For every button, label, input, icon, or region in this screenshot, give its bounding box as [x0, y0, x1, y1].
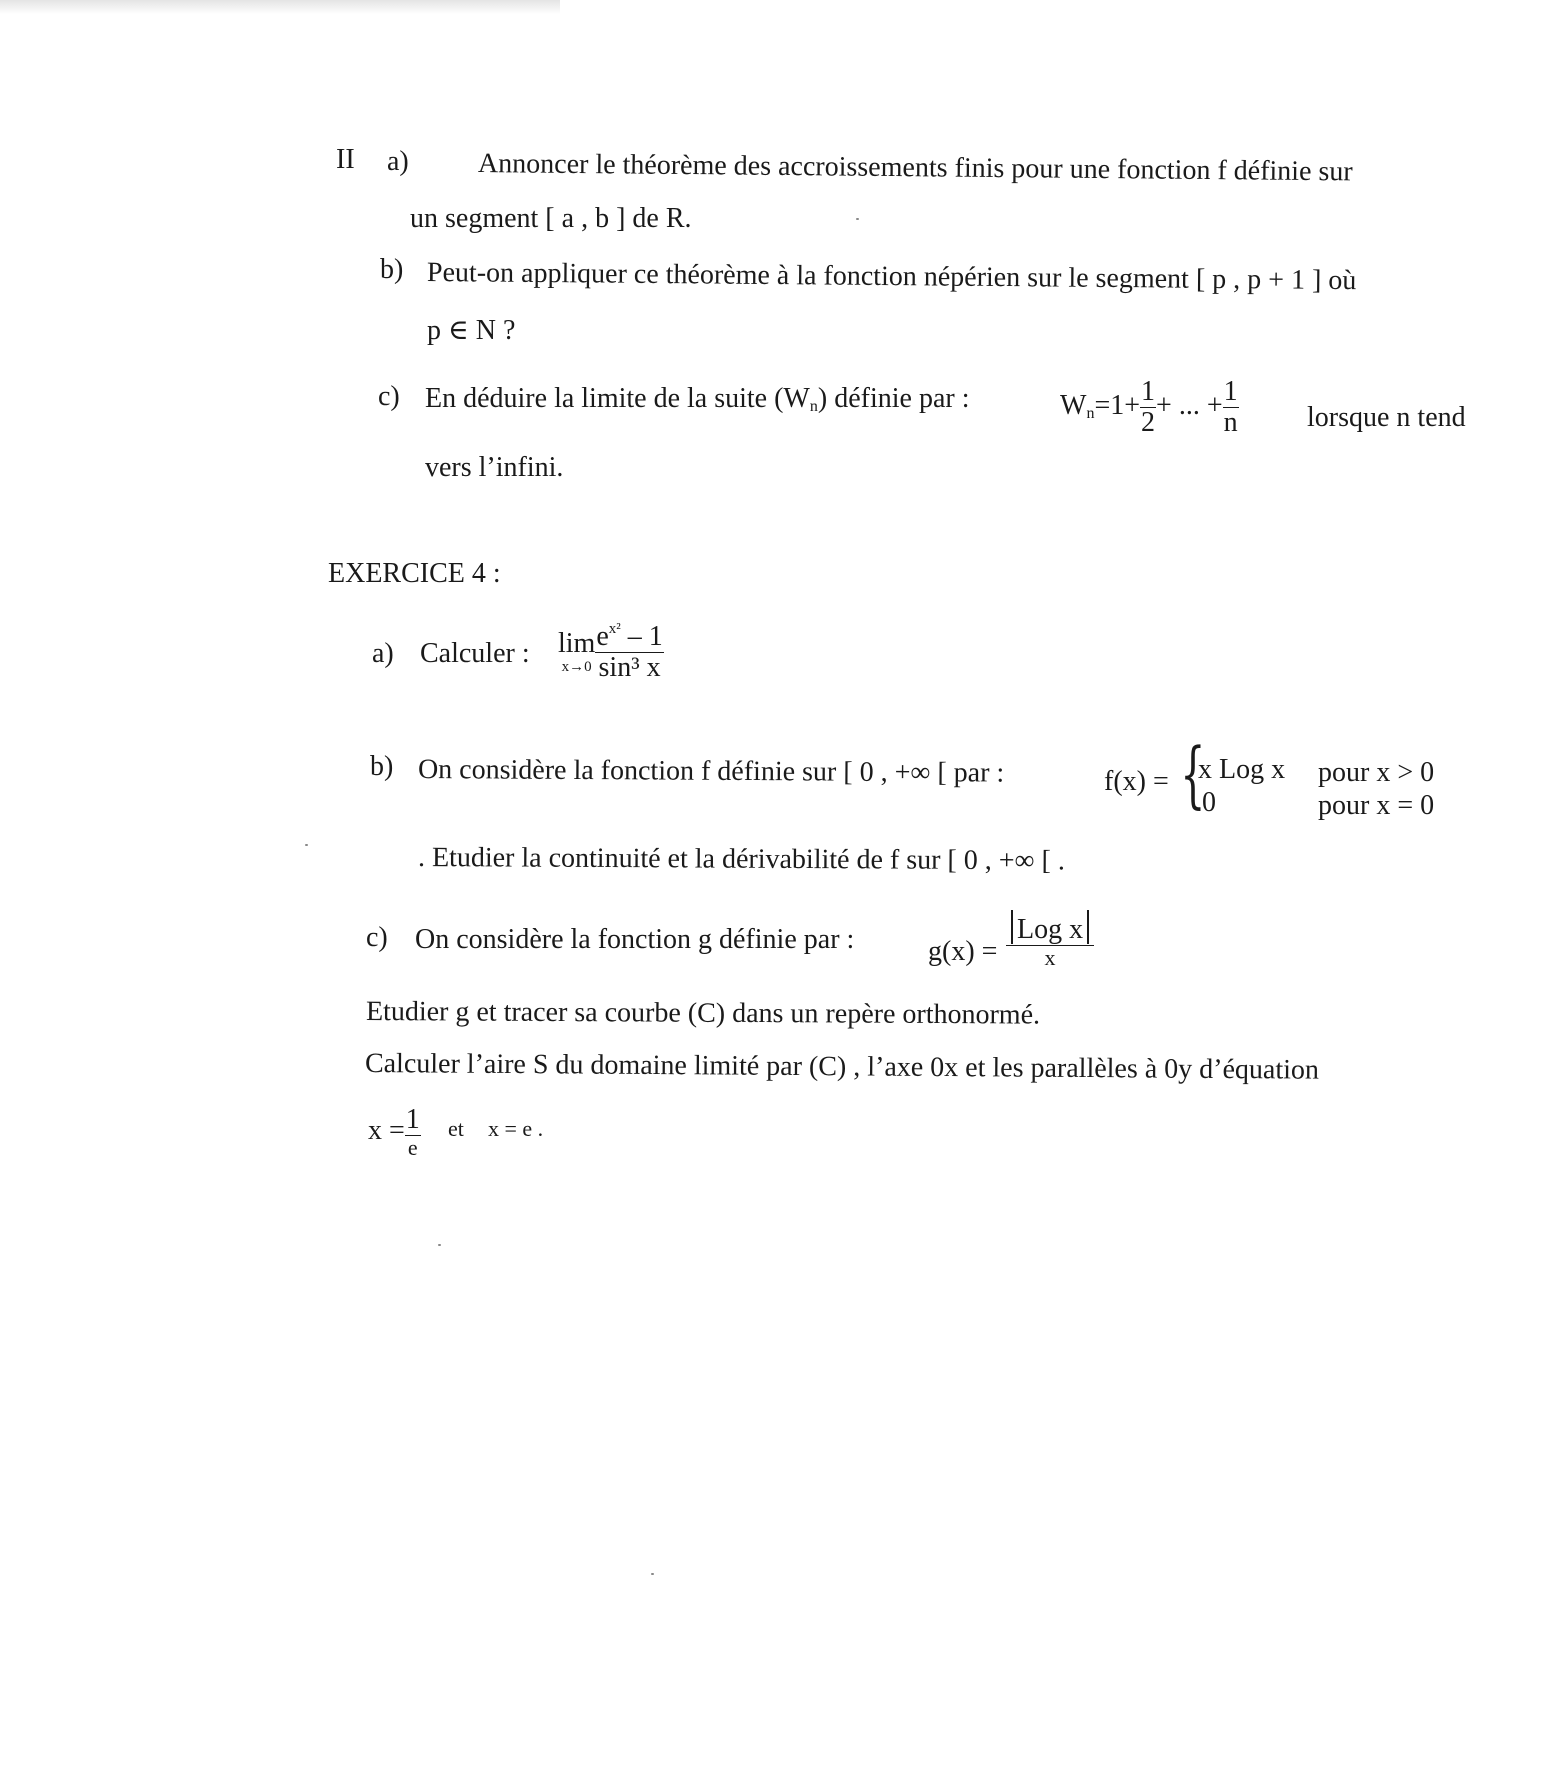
g-denominator: x: [1044, 945, 1056, 970]
ex4-c-line2: Etudier g et tracer sa courbe (C) dans un repère orthonormé.: [365, 996, 1041, 1031]
et-word: et: [448, 1116, 464, 1141]
scan-speck: [651, 1573, 654, 1575]
item-b-label: b): [380, 254, 404, 285]
case1-expr: x Log x: [1198, 754, 1286, 785]
num-exponent: x²: [608, 621, 621, 637]
fraction-one-n: [1223, 378, 1239, 437]
left-brace: {: [1180, 732, 1206, 816]
item-c-text-before: En déduire la limite de la suite (W: [425, 383, 810, 414]
limit-numerator: [595, 622, 663, 653]
fx-label: f(x) =: [1104, 766, 1169, 797]
abs-bar-left: [1011, 910, 1013, 944]
item-a-label: a): [387, 146, 409, 177]
item-c-sub-n: n: [809, 398, 818, 415]
g-fraction: [1006, 910, 1094, 969]
lim-subscript: x→0: [561, 658, 592, 675]
exercise-title: EXERCICE 4 :: [328, 558, 501, 589]
formula-dots: + ... +: [1156, 389, 1223, 421]
formula-eq: =1+: [1094, 389, 1141, 421]
fraction-numerator: 1: [405, 1104, 420, 1135]
abs-numerator: [1006, 910, 1094, 946]
case2-expr: 0: [1202, 787, 1216, 818]
item-c-line2: vers l’infini.: [425, 452, 564, 483]
item-a-line2: un segment [ a , b ] de R.: [410, 203, 692, 234]
fraction-numerator: 1: [1141, 376, 1156, 407]
case2-cond: pour x = 0: [1318, 790, 1435, 821]
scan-shadow: [0, 0, 560, 14]
ex4-a-label: a): [372, 638, 394, 669]
ex4-c-text: On considère la fonction g définie par :: [415, 924, 855, 955]
lim-word: lim: [558, 627, 596, 659]
x-eq: x =: [368, 1114, 405, 1146]
abs-bar-right: [1087, 910, 1089, 944]
section-marker: II: [336, 144, 355, 175]
formula-w: W: [1060, 389, 1087, 421]
ex4-b-line2: . Etudier la continuité et la dérivabilité de f sur [ 0 , +∞ [ .: [417, 842, 1065, 877]
num-base: e: [596, 621, 609, 652]
fraction-denominator: n: [1223, 407, 1238, 438]
ex4-b-text: On considère la fonction f définie sur [ 0 , +∞ [ par :: [417, 754, 1005, 789]
item-c-text: [425, 385, 969, 415]
item-c-text-after: lorsque n tend: [1307, 402, 1466, 433]
formula-w-sub: n: [1086, 404, 1095, 422]
lim-operator: [558, 627, 596, 675]
fraction-denominator: e: [407, 1135, 418, 1160]
x-bounds: [368, 1106, 421, 1159]
abs-fraction: [1006, 910, 1094, 969]
item-a-line1: Annoncer le théorème des accroissements finis pour une fonction f définie sur: [477, 148, 1353, 188]
fraction-denominator: 2: [1141, 407, 1156, 438]
ex4-a-text: Calculer :: [420, 638, 530, 669]
limit-denominator: sin³ x: [598, 652, 661, 683]
item-c-text-mid: ) définie par :: [817, 383, 970, 414]
limit-expression: [558, 622, 664, 682]
limit-fraction: [595, 622, 663, 682]
formula-wn: [1060, 378, 1239, 437]
ex4-b-label: b): [370, 751, 394, 782]
ex4-c-line3: Calculer l’aire S du domaine limité par (C) , l’axe 0x et les parallèles à 0y d’équation: [364, 1048, 1320, 1086]
num-rest: – 1: [620, 621, 663, 652]
fraction-one-half: [1140, 378, 1156, 437]
case1-cond: pour x > 0: [1318, 757, 1435, 788]
ex4-c-label: c): [366, 922, 388, 953]
item-b-line2: p ∈ N ?: [427, 315, 516, 346]
scan-speck: [305, 844, 308, 846]
fraction-one-e: [405, 1106, 421, 1159]
item-c-label: c): [378, 381, 400, 412]
abs-content: Log x: [1017, 914, 1084, 945]
scan-speck: [438, 1244, 441, 1246]
fraction-numerator: 1: [1223, 376, 1238, 407]
scan-speck: [856, 218, 859, 220]
x-eq-e: x = e .: [488, 1116, 544, 1141]
item-b-line1: Peut-on appliquer ce théorème à la fonction népérien sur le segment [ p , p + 1 ] où: [426, 257, 1357, 297]
gx-label: g(x) =: [928, 936, 998, 967]
